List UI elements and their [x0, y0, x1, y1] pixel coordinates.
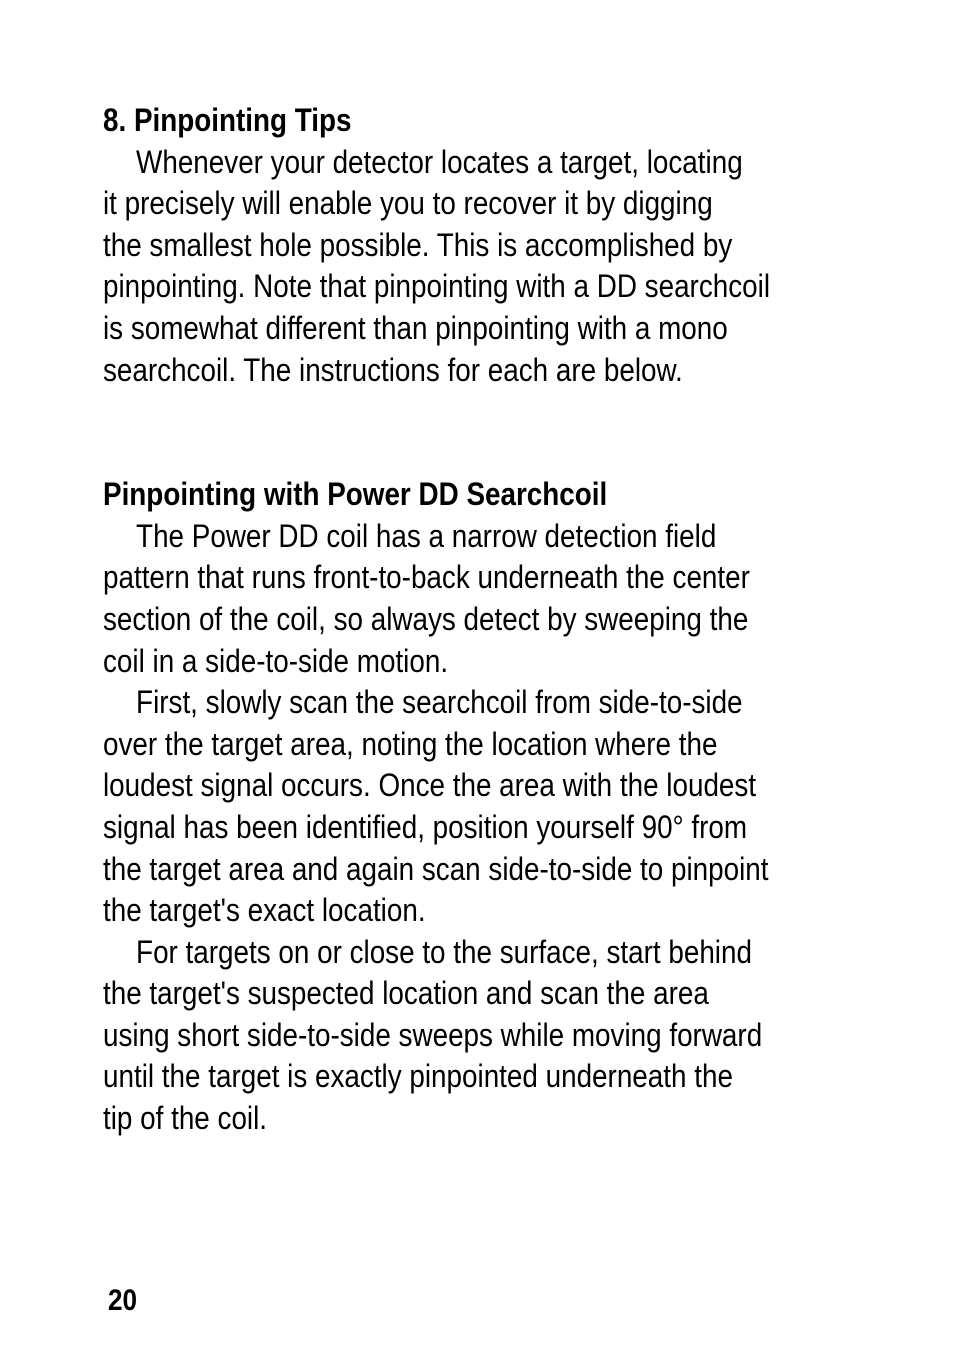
paragraph-surface-targets: [103, 932, 764, 1140]
text-line: using short side-to-side sweeps while moving forward: [103, 1016, 763, 1053]
text-line: tip of the coil.: [103, 1100, 268, 1137]
text-line: section of the coil, so always detect by sweeping the: [103, 600, 749, 637]
page-number: 20: [108, 1284, 138, 1317]
text-line: the target area and again scan side-to-side to pinpoint: [103, 850, 769, 887]
text-line: pinpointing. Note that pinpointing with a DD searchcoil: [103, 268, 771, 305]
text-line: Whenever your detector locates a target, locating: [136, 143, 743, 180]
text-line: signal has been identified, position yourself 90° from: [103, 808, 748, 845]
text-line: coil in a side-to-side motion.: [103, 642, 449, 679]
text-line: until the target is exactly pinpointed underneath the: [103, 1058, 733, 1095]
section-heading-power-dd: Pinpointing with Power DD Searchcoil: [103, 476, 608, 513]
paragraph-first-scan: [103, 682, 769, 932]
text-line: it precisely will enable you to recover it by digging: [103, 185, 713, 222]
text-line: loudest signal occurs. Once the area with the loudest: [103, 767, 757, 804]
text-line: The Power DD coil has a narrow detection field: [136, 517, 717, 554]
text-line: For targets on or close to the surface, start behind: [136, 933, 752, 970]
section-heading-pinpointing-tips: 8. Pinpointing Tips: [103, 102, 352, 138]
manual-page: [103, 100, 863, 1140]
text-line: the target's suspected location and scan the area: [103, 975, 709, 1012]
text-line: pattern that runs front-to-back underneath the center: [103, 559, 750, 596]
paragraph-intro: [103, 142, 771, 392]
text-line: searchcoil. The instructions for each are below.: [103, 351, 683, 388]
text-line: the target's exact location.: [103, 892, 426, 929]
paragraph-dd-field: [103, 516, 764, 682]
text-line: over the target area, noting the location where the: [103, 725, 718, 762]
text-line: First, slowly scan the searchcoil from side-to-side: [136, 684, 743, 721]
section-spacer: [103, 391, 863, 474]
text-line: the smallest hole possible. This is accomplished by: [103, 226, 733, 263]
text-line: is somewhat different than pinpointing with a mono: [103, 309, 728, 346]
